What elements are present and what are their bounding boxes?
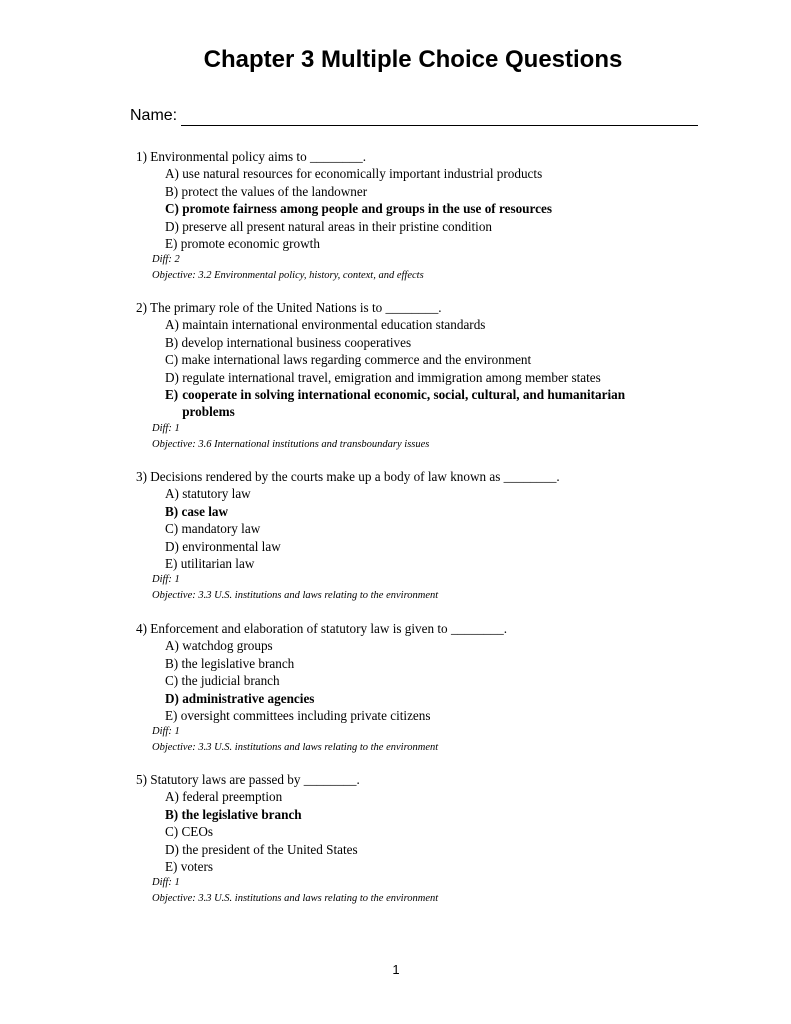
option-d: D) environmental law xyxy=(165,538,281,554)
option-c: C) the judicial branch xyxy=(165,673,280,689)
option-c: C) mandatory law xyxy=(165,521,261,537)
question-5 xyxy=(136,771,676,907)
question-stem: 4) Enforcement and elaboration of statutory law is given to ________. xyxy=(136,621,507,636)
objective: Objective: 3.2 Environmental policy, history, context, and effects xyxy=(152,270,424,282)
option-d-correct: D) administrative agencies xyxy=(165,690,315,706)
option-e-correct xyxy=(165,386,655,421)
objective: Objective: 3.6 International institutions and transboundary issues xyxy=(152,438,430,450)
option-a: A) maintain international environmental education standards xyxy=(165,317,486,333)
difficulty: Diff: 1 xyxy=(152,877,180,889)
question-stem: 2) The primary role of the United Nations is to ________. xyxy=(136,300,442,315)
option-a: A) statutory law xyxy=(165,486,251,502)
objective: Objective: 3.3 U.S. institutions and laws relating to the environment xyxy=(152,742,439,754)
name-blank-line xyxy=(181,109,698,126)
difficulty: Diff: 1 xyxy=(152,726,180,738)
option-letter: E) xyxy=(165,387,179,403)
option-c: C) CEOs xyxy=(165,824,213,840)
name-label: Name: xyxy=(130,107,178,124)
name-field-row xyxy=(130,106,698,126)
option-e: E) promote economic growth xyxy=(165,236,320,252)
option-e: E) voters xyxy=(165,859,213,875)
page-title: Chapter 3 Multiple Choice Questions xyxy=(203,46,623,73)
objective: Objective: 3.3 U.S. institutions and laws relating to the environment xyxy=(152,590,439,602)
option-b: B) develop international business cooperatives xyxy=(165,334,412,350)
option-b: B) protect the values of the landowner xyxy=(165,183,368,199)
question-2 xyxy=(136,299,676,453)
option-e: E) oversight committees including private citizens xyxy=(165,708,431,724)
option-a: A) use natural resources for economically important industrial products xyxy=(165,166,543,182)
option-b-correct: B) case law xyxy=(165,503,228,519)
option-d: D) regulate international travel, emigration and immigration among member states xyxy=(165,369,601,385)
option-b-correct: B) the legislative branch xyxy=(165,806,302,822)
option-b: B) the legislative branch xyxy=(165,655,295,671)
difficulty: Diff: 1 xyxy=(152,574,180,586)
question-stem: 5) Statutory laws are passed by ________. xyxy=(136,772,360,787)
question-stem: 1) Environmental policy aims to ________. xyxy=(136,149,367,164)
option-c: C) make international laws regarding commerce and the environment xyxy=(165,352,532,368)
option-d: D) the president of the United States xyxy=(165,841,358,857)
difficulty: Diff: 1 xyxy=(152,422,180,434)
option-text: cooperate in solving international economic, social, cultural, and humanitarian problems xyxy=(182,387,626,420)
question-stem: 3) Decisions rendered by the courts make up a body of law known as ________. xyxy=(136,469,560,484)
question-4 xyxy=(136,620,676,756)
option-e: E) utilitarian law xyxy=(165,556,255,572)
option-a: A) federal preemption xyxy=(165,789,283,805)
objective: Objective: 3.3 U.S. institutions and laws relating to the environment xyxy=(152,893,439,905)
page-number: 1 xyxy=(392,962,400,977)
option-a: A) watchdog groups xyxy=(165,638,273,654)
difficulty: Diff: 2 xyxy=(152,254,180,266)
option-c-correct: C) promote fairness among people and groups in the use of resources xyxy=(165,201,552,217)
question-3 xyxy=(136,468,676,604)
option-d: D) preserve all present natural areas in their pristine condition xyxy=(165,218,493,234)
question-1 xyxy=(136,148,676,284)
